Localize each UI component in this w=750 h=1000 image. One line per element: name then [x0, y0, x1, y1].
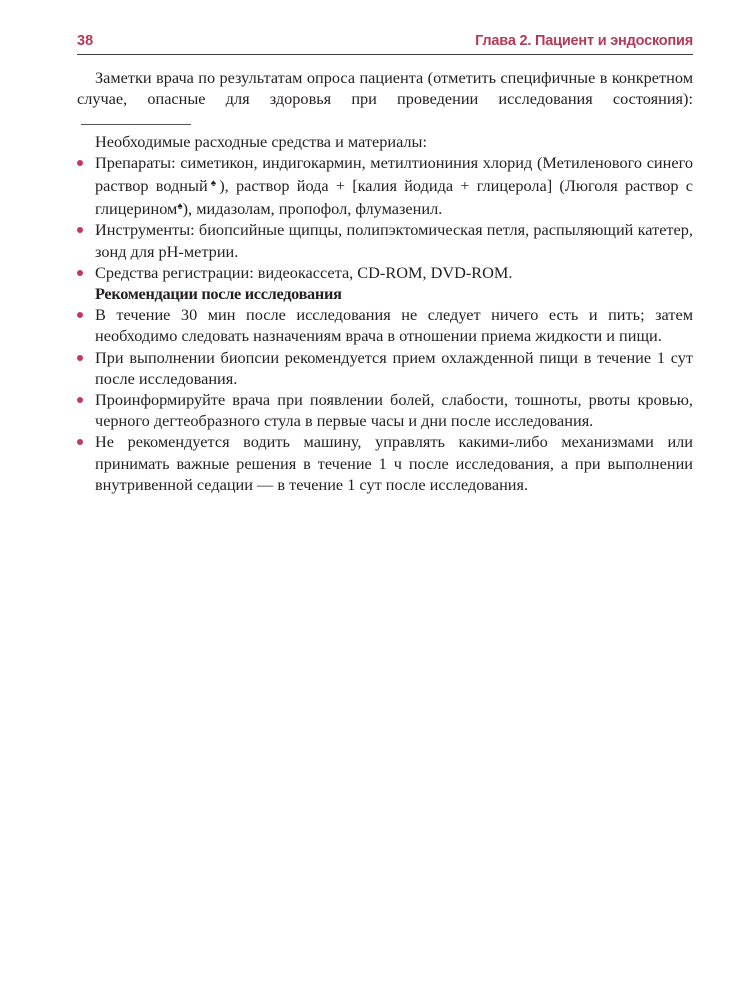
bullet-icon	[77, 397, 83, 403]
chapter-title: Глава 2. Пациент и эндоскопия	[475, 33, 693, 49]
bullet-icon	[77, 312, 83, 318]
list-item: В течение 30 мин после исследования не следует ничего есть и пить; затем необходимо следовать назначениям врача в отношении приема жидкости и пищи.	[77, 304, 693, 346]
bullet-icon	[77, 270, 83, 276]
bullet-icon	[77, 439, 83, 445]
list-item: Средства регистрации: видеокассета, CD-ROM, DVD-ROM.	[77, 262, 693, 283]
bullet-icon	[77, 355, 83, 361]
materials-list	[77, 152, 693, 283]
bullet-icon	[77, 227, 83, 233]
intro-paragraph	[77, 67, 693, 131]
materials-heading: Необходимые расходные средства и материалы:	[95, 131, 428, 151]
list-item: Не рекомендуется водить машину, управлять какими-либо механизмами или принимать важные решения в течение 1 ч после исследования, а при выполнении внутривенной седации — в течение 1 сут после исследования.	[77, 431, 693, 495]
trademark-mark: ♠	[207, 178, 220, 190]
list-item: Препараты: симетикон, индигокармин, метилтиониния хлорид (Метиленового синего раствор водный♠), раствор йода + [калия йодида + глицерола] (Люголя раствор с глицерином♠), мидазолам, пропофол, флумазенил.	[77, 152, 693, 220]
page-body	[77, 67, 693, 495]
notes-fill-line	[81, 123, 191, 125]
list-item: Проинформируйте врача при появлении болей, слабости, тошноты, рвоты кровью, черного дегтеобразного стула в первые часы и дни после исследования.	[77, 389, 693, 431]
list-item: Инструменты: биопсийные щипцы, полипэктомическая петля, распыляющий катетер, зонд для pH-метрии.	[77, 219, 693, 261]
list-item: При выполнении биопсии рекомендуется прием охлажденной пищи в течение 1 сут после исследования.	[77, 347, 693, 389]
intro-text: Заметки врача по результатам опроса пациента (отметить специфичные в конкретном случае, опасные для здоровья при проведении исследования состояния):	[77, 68, 693, 109]
bullet-icon	[77, 160, 83, 166]
recommendations-heading: Рекомендации после исследования	[95, 284, 342, 304]
recommendations-list	[77, 304, 693, 495]
page-number: 38	[77, 33, 94, 49]
running-header	[77, 32, 693, 55]
trademark-mark: ♠	[177, 201, 183, 213]
